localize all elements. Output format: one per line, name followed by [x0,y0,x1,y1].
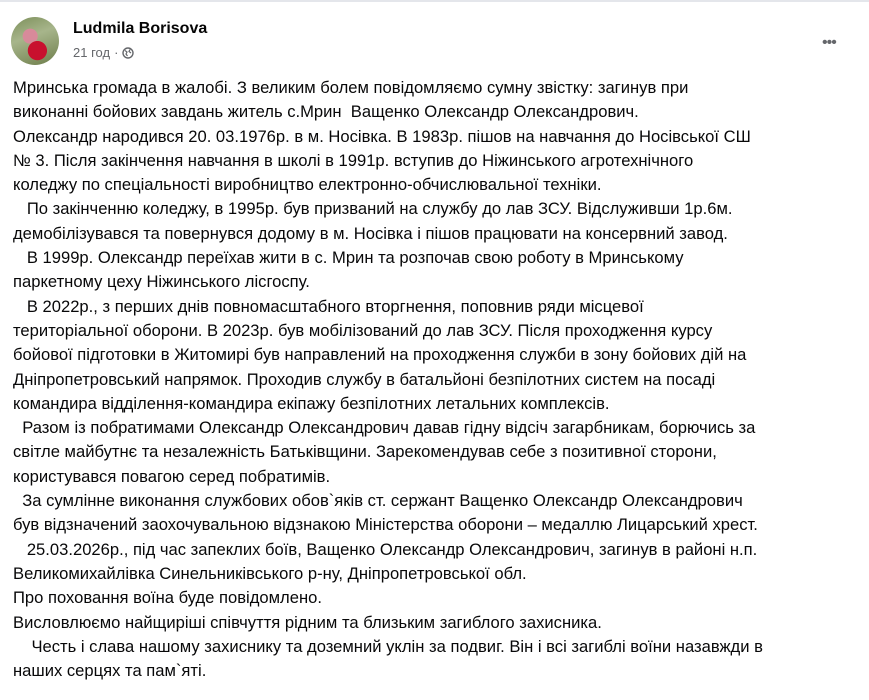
post-text-line: був відзначений заохочувальною відзнакою Міністерства оборони – медаллю Лицарський хрест. [13,515,758,535]
post-text-line: В 2022р., з перших днів повномасштабного вторгнення, поповнив ряди місцевої [13,296,644,316]
post-text-line: Висловлюємо найщиріші співчуття рідним та близьким загиблого захисника. [13,612,602,632]
post-text-line: № 3. Після закінчення навчання в школі в 1991р. вступив до Ніжинського агротехнічного [13,150,694,170]
meta-separator: · [114,45,119,60]
post-text-line: Разом із побратимами Олександр Олександрович давав гідну відсіч загарбникам, борючись за [13,418,756,438]
post-text-line: користувався повагою серед побратимів. [13,466,331,486]
post-text-line: демобілізувався та повернувся додому в м. Носівка і пішов працювати на консервний завод. [13,223,728,243]
post-text-line: виконанні бойових завдань житель с.Мрин Ващенко Олександр Олександрович. [13,102,639,122]
post-time[interactable]: 21 год [73,45,111,60]
post-text-line: В 1999р. Олександр переїхав жити в с. Мрин та розпочав свою роботу в Мринському [13,248,684,268]
globe-icon[interactable] [122,47,134,59]
post-text-line: За сумлінне виконання службових обов`яків ст. сержант Ващенко Олександр Олександрович [13,491,743,511]
post-text-line: командира відділення-командира екіпажу безпілотних летальних комплексів. [13,393,610,413]
post-text [13,76,863,683]
post-text-line: бойової підготовки в Житомирі був направлений на проходження служби в зону бойових дій на [13,345,747,365]
post-text-line: 25.03.2026р., під час запеклих боїв, Ващенко Олександр Олександрович, загинув в районі н.п. [13,539,758,559]
avatar[interactable] [11,17,59,65]
post-text-line: Мринська громада в жалобі. З великим болем повідомляємо сумну звістку: загинув при [13,78,689,97]
author-name[interactable]: Ludmila Borisova [73,20,208,37]
post-text-line: Про поховання воїна буде повідомлено. [13,588,322,608]
post-text-line: Олександр народився 20. 03.1976р. в м. Носівка. В 1983р. пішов на навчання до Носівської СШ [13,126,751,146]
post-text-line: Честь і слава нашому захиснику та доземний уклін за подвиг. Він і всі загиблі воїни назавжди в [13,636,763,656]
more-options-button[interactable]: ••• [822,34,836,51]
post-text-line: наших серцях та пам`яті. [13,661,207,681]
post-text-line: світле майбутнє та незалежність Батьківщини. Зарекомендував себе з позитивної сторони, [13,442,717,462]
post-meta [73,45,134,60]
post-text-line: Великомихайлівка Синельниківського р-ну, Дніпропетровської обл. [13,563,527,583]
post-text-line: По закінченню коледжу, в 1995р. був призваний на службу до лав ЗСУ. Відслуживши 1р.6м. [13,199,733,219]
post-text-line: паркетному цеху Ніжинського лісгоспу. [13,272,310,292]
divider [0,0,869,2]
post-text-line: територіальної оборони. В 2023р. був мобілізований до лав ЗСУ. Після проходження курсу [13,320,713,340]
post-text-line: Дніпропетровський напрямок. Проходив службу в батальйоні безпілотних систем на посаді [13,369,716,389]
post-text-line: коледжу по спеціальності виробництво електронно-обчислювальної техніки. [13,175,602,195]
